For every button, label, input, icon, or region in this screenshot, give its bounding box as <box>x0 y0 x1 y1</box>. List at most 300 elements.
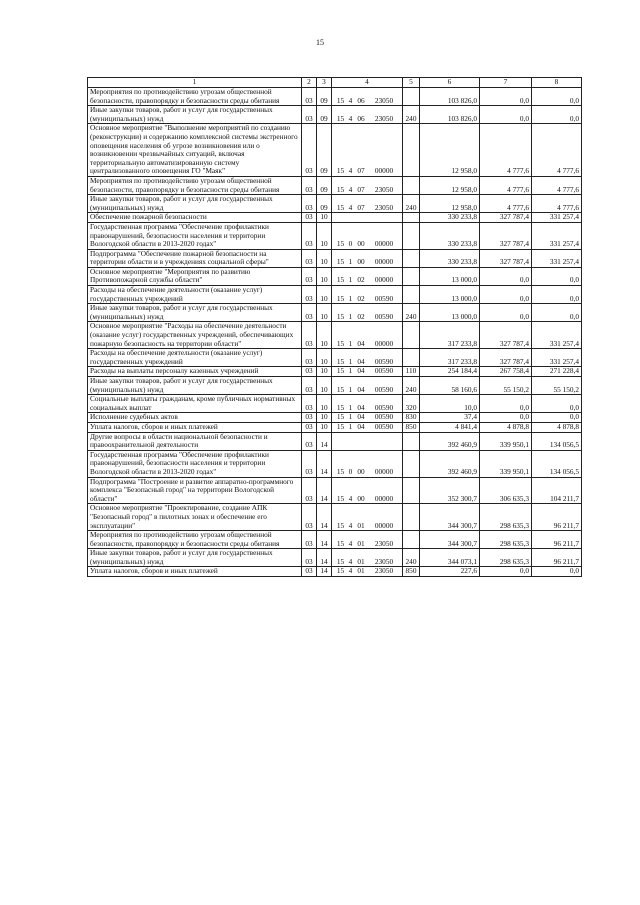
row-section-code: 03 <box>302 195 317 213</box>
table-row <box>88 531 582 549</box>
row-name: Основное мероприятие "Расходы на обеспечение деятельности (оказание услуг) государственных учреждений, обеспечивающих пожарную безопасность на территории области" <box>88 322 302 349</box>
row-amount-2019: 0,0 <box>480 304 532 322</box>
target-article-part: 1 <box>348 311 353 321</box>
row-amount-2018: 37,4 <box>420 413 480 423</box>
row-amount-2019: 327 787,4 <box>480 249 532 267</box>
row-expense-type <box>403 88 420 106</box>
row-name: Исполнение судебных актов <box>88 413 302 423</box>
table-row <box>88 322 582 349</box>
row-section-code: 03 <box>302 286 317 304</box>
target-article-part: 15 <box>336 402 345 412</box>
target-article-part: 00 <box>357 466 365 476</box>
table-row <box>88 106 582 124</box>
row-amount-2018: 392 460,9 <box>420 432 480 450</box>
target-article-part: 04 <box>357 384 365 394</box>
row-name: Подпрограмма "Построение и развитие аппаратно-программного комплекса "Безопасный город" на территории Вологодской области" <box>88 477 302 504</box>
row-target-article <box>332 477 403 504</box>
row-name: Иные закупки товаров, работ и услуг для государственных (муниципальных) нужд <box>88 195 302 213</box>
target-article-part: 1 <box>348 293 353 303</box>
row-amount-2020: 4 777,6 <box>532 195 582 213</box>
row-amount-2020: 0,0 <box>532 106 582 124</box>
target-article-part: 15 <box>336 113 345 123</box>
row-amount-2020: 0,0 <box>532 88 582 106</box>
row-expense-type: 240 <box>403 106 420 124</box>
row-section-code: 03 <box>302 176 317 194</box>
row-amount-2019: 4 777,6 <box>480 124 532 177</box>
row-amount-2019: 0,0 <box>480 267 532 285</box>
row-section-code: 03 <box>302 367 317 377</box>
row-amount-2020: 96 211,7 <box>532 504 582 531</box>
row-target-article <box>332 422 403 432</box>
row-amount-2019: 327 787,4 <box>480 222 532 249</box>
header-row <box>88 78 582 88</box>
row-subsection-code: 10 <box>317 349 332 367</box>
row-section-code: 03 <box>302 267 317 285</box>
row-amount-2018: 344 300,7 <box>420 531 480 549</box>
row-name: Уплата налогов, сборов и иных платежей <box>88 567 302 577</box>
row-amount-2020: 331 257,4 <box>532 222 582 249</box>
row-expense-type: 830 <box>403 413 420 423</box>
row-amount-2020: 0,0 <box>532 395 582 413</box>
target-article-part: 00000 <box>374 275 394 285</box>
row-amount-2018: 317 233,8 <box>420 349 480 367</box>
row-amount-2020: 271 228,4 <box>532 367 582 377</box>
row-expense-type: 240 <box>403 377 420 395</box>
target-article-part: 4 <box>348 184 353 194</box>
row-target-article <box>332 304 403 322</box>
row-section-code: 03 <box>302 504 317 531</box>
row-subsection-code: 14 <box>317 432 332 450</box>
row-subsection-code: 10 <box>317 322 332 349</box>
row-expense-type <box>403 349 420 367</box>
table-row <box>88 377 582 395</box>
row-name: Иные закупки товаров, работ и услуг для государственных (муниципальных) нужд <box>88 304 302 322</box>
row-name: Иные закупки товаров, работ и услуг для государственных (муниципальных) нужд <box>88 106 302 124</box>
table-row <box>88 213 582 223</box>
row-amount-2019: 327 787,4 <box>480 349 532 367</box>
target-article-part: 4 <box>348 566 353 576</box>
target-article-part: 04 <box>357 402 365 412</box>
row-subsection-code: 14 <box>317 531 332 549</box>
target-article-part: 15 <box>336 366 345 376</box>
target-article-part: 00590 <box>374 366 394 376</box>
row-amount-2018: 103 826,0 <box>420 88 480 106</box>
target-article-part: 23050 <box>374 95 394 105</box>
target-article-part: 00 <box>357 493 365 503</box>
row-amount-2019: 0,0 <box>480 106 532 124</box>
target-article-part: 23050 <box>374 538 394 548</box>
target-article-part: 00 <box>357 257 365 267</box>
row-subsection-code: 10 <box>317 413 332 423</box>
target-article-part: 1 <box>348 257 353 267</box>
table-row <box>88 477 582 504</box>
row-name: Государственная программа "Обеспечение профилактики правонарушений, безопасности населения и территории Вологодской области в 2013-2020 годах" <box>88 222 302 249</box>
target-article-part: 15 <box>336 257 345 267</box>
row-subsection-code: 10 <box>317 267 332 285</box>
target-article-part: 00000 <box>374 493 394 503</box>
row-amount-2020: 104 211,7 <box>532 477 582 504</box>
row-expense-type <box>403 267 420 285</box>
header-cell: 1 <box>88 78 302 88</box>
target-article-part: 01 <box>357 556 365 566</box>
table-row <box>88 395 582 413</box>
target-article-part: 15 <box>336 166 345 176</box>
row-amount-2018: 13 000,0 <box>420 267 480 285</box>
target-article-part: 00590 <box>374 412 394 422</box>
row-amount-2019: 0,0 <box>480 286 532 304</box>
row-subsection-code: 14 <box>317 504 332 531</box>
row-expense-type <box>403 222 420 249</box>
row-amount-2019: 4 878,8 <box>480 422 532 432</box>
row-name: Социальные выплаты гражданам, кроме публичных нормативных социальных выплат <box>88 395 302 413</box>
row-expense-type <box>403 286 420 304</box>
row-target-article <box>332 267 403 285</box>
row-expense-type: 320 <box>403 395 420 413</box>
table-row <box>88 88 582 106</box>
row-amount-2020: 96 211,7 <box>532 549 582 567</box>
target-article-part: 04 <box>357 412 365 422</box>
row-expense-type: 850 <box>403 422 420 432</box>
row-expense-type <box>403 176 420 194</box>
target-article-part: 15 <box>336 520 345 530</box>
target-article-part: 23050 <box>374 184 394 194</box>
row-amount-2020: 4 878,8 <box>532 422 582 432</box>
row-expense-type <box>403 124 420 177</box>
target-article-part: 23050 <box>374 566 394 576</box>
row-subsection-code: 09 <box>317 124 332 177</box>
row-amount-2018: 12 958,0 <box>420 124 480 177</box>
target-article-part: 01 <box>357 520 365 530</box>
table-body <box>88 88 582 577</box>
row-amount-2020: 331 257,4 <box>532 349 582 367</box>
target-article-part: 15 <box>336 422 345 431</box>
target-article-part: 1 <box>348 412 353 422</box>
page-number: 15 <box>316 38 324 47</box>
target-article-part: 15 <box>336 466 345 476</box>
row-amount-2018: 12 958,0 <box>420 176 480 194</box>
row-amount-2020: 0,0 <box>532 267 582 285</box>
row-subsection-code: 10 <box>317 249 332 267</box>
target-article-part: 4 <box>348 493 353 503</box>
row-amount-2019: 298 635,3 <box>480 531 532 549</box>
row-target-article <box>332 222 403 249</box>
target-article-part: 23050 <box>374 202 394 212</box>
target-article-part: 01 <box>357 566 365 576</box>
target-article-part: 23050 <box>374 113 394 123</box>
row-amount-2018: 330 233,8 <box>420 249 480 267</box>
target-article-part: 1 <box>348 356 353 366</box>
row-name: Расходы на обеспечение деятельности (оказание услуг) государственных учреждений <box>88 349 302 367</box>
row-amount-2020: 134 056,5 <box>532 432 582 450</box>
row-target-article <box>332 432 403 450</box>
row-section-code: 03 <box>302 432 317 450</box>
row-name: Мероприятия по противодействию угрозам общественной безопасности, правопорядку и безопасности среды обитания <box>88 88 302 106</box>
row-target-article <box>332 504 403 531</box>
row-name: Иные закупки товаров, работ и услуг для государственных (муниципальных) нужд <box>88 377 302 395</box>
row-name: Уплата налогов, сборов и иных платежей <box>88 422 302 432</box>
table-row <box>88 267 582 285</box>
target-article-part: 00000 <box>374 520 394 530</box>
target-article-part: 4 <box>348 113 353 123</box>
row-amount-2018: 344 300,7 <box>420 504 480 531</box>
row-amount-2020: 0,0 <box>532 413 582 423</box>
target-article-part: 15 <box>336 311 345 321</box>
row-amount-2018: 103 826,0 <box>420 106 480 124</box>
target-article-part: 15 <box>336 275 345 285</box>
target-article-part: 01 <box>357 538 365 548</box>
target-article-part: 02 <box>357 293 365 303</box>
row-amount-2019: 0,0 <box>480 413 532 423</box>
row-subsection-code: 09 <box>317 88 332 106</box>
row-subsection-code: 10 <box>317 222 332 249</box>
row-amount-2019: 4 777,6 <box>480 176 532 194</box>
row-amount-2019: 0,0 <box>480 395 532 413</box>
row-expense-type: 240 <box>403 304 420 322</box>
row-amount-2020: 331 257,4 <box>532 249 582 267</box>
target-article-part: 00000 <box>374 338 394 348</box>
row-amount-2018: 254 184,4 <box>420 367 480 377</box>
target-article-part: 15 <box>336 412 345 422</box>
row-amount-2020: 55 150,2 <box>532 377 582 395</box>
row-section-code: 03 <box>302 349 317 367</box>
row-amount-2018: 13 000,0 <box>420 286 480 304</box>
row-section-code: 03 <box>302 304 317 322</box>
target-article-part: 06 <box>357 113 365 123</box>
row-amount-2020: 4 777,6 <box>532 124 582 177</box>
header-cell: 8 <box>532 78 582 88</box>
target-article-part: 4 <box>348 520 353 530</box>
row-amount-2019: 339 950,1 <box>480 450 532 477</box>
row-section-code: 03 <box>302 106 317 124</box>
row-expense-type <box>403 249 420 267</box>
row-target-article <box>332 124 403 177</box>
row-expense-type <box>403 450 420 477</box>
row-target-article <box>332 367 403 377</box>
target-article-part: 15 <box>336 293 345 303</box>
row-name: Другие вопросы в области национальной безопасности и правоохранительной деятельности <box>88 432 302 450</box>
row-subsection-code: 14 <box>317 477 332 504</box>
row-expense-type: 240 <box>403 195 420 213</box>
target-article-part: 02 <box>357 275 365 285</box>
row-amount-2019: 298 635,3 <box>480 504 532 531</box>
header-cell: 5 <box>403 78 420 88</box>
target-article-part: 15 <box>336 356 345 366</box>
target-article-part: 15 <box>336 493 345 503</box>
target-article-part: 07 <box>357 166 365 176</box>
row-target-article <box>332 213 403 223</box>
row-section-code: 03 <box>302 377 317 395</box>
target-article-part: 15 <box>336 538 345 548</box>
row-section-code: 03 <box>302 222 317 249</box>
row-amount-2019: 55 150,2 <box>480 377 532 395</box>
row-section-code: 03 <box>302 477 317 504</box>
table-row <box>88 249 582 267</box>
target-article-part: 00590 <box>374 402 394 412</box>
row-name: Расходы на выплаты персоналу казенных учреждений <box>88 367 302 377</box>
row-target-article <box>332 88 403 106</box>
row-subsection-code: 10 <box>317 304 332 322</box>
target-article-part: 1 <box>348 275 353 285</box>
row-target-article <box>332 249 403 267</box>
row-section-code: 03 <box>302 531 317 549</box>
target-article-part: 00590 <box>374 422 394 431</box>
row-section-code: 03 <box>302 549 317 567</box>
target-article-part: 15 <box>336 95 345 105</box>
table-row <box>88 286 582 304</box>
target-article-part: 1 <box>348 384 353 394</box>
header-cell: 2 <box>302 78 317 88</box>
table-row <box>88 413 582 423</box>
row-amount-2018: 13 000,0 <box>420 304 480 322</box>
target-article-part: 00000 <box>374 466 394 476</box>
table-row <box>88 432 582 450</box>
target-article-part: 1 <box>348 338 353 348</box>
row-section-code: 03 <box>302 249 317 267</box>
row-amount-2018: 392 460,9 <box>420 450 480 477</box>
row-target-article <box>332 322 403 349</box>
row-amount-2018: 4 841,4 <box>420 422 480 432</box>
target-article-part: 00000 <box>374 166 394 176</box>
row-section-code: 03 <box>302 413 317 423</box>
row-amount-2019: 327 787,4 <box>480 322 532 349</box>
row-target-article <box>332 176 403 194</box>
row-target-article <box>332 286 403 304</box>
row-amount-2019: 298 635,3 <box>480 549 532 567</box>
target-article-part: 23050 <box>374 556 394 566</box>
row-name: Иные закупки товаров, работ и услуг для государственных (муниципальных) нужд <box>88 549 302 567</box>
target-article-part: 00590 <box>374 293 394 303</box>
row-section-code: 03 <box>302 567 317 577</box>
row-name: Расходы на обеспечение деятельности (оказание услуг) государственных учреждений <box>88 286 302 304</box>
row-amount-2019: 306 635,3 <box>480 477 532 504</box>
row-target-article <box>332 531 403 549</box>
target-article-part: 15 <box>336 384 345 394</box>
row-amount-2020: 96 211,7 <box>532 531 582 549</box>
row-target-article <box>332 349 403 367</box>
row-name: Основное мероприятие "Мероприятия по развитию Противопожарной службы области" <box>88 267 302 285</box>
table-row <box>88 304 582 322</box>
row-subsection-code: 14 <box>317 549 332 567</box>
row-name: Государственная программа "Обеспечение профилактики правонарушений, безопасности населения и территории Вологодской области в 2013-2020 годах" <box>88 450 302 477</box>
target-article-part: 04 <box>357 422 365 431</box>
header-cell: 6 <box>420 78 480 88</box>
target-article-part: 15 <box>336 338 345 348</box>
row-expense-type <box>403 213 420 223</box>
row-amount-2020: 0,0 <box>532 567 582 577</box>
target-article-part: 00590 <box>374 356 394 366</box>
table-row <box>88 222 582 249</box>
target-article-part: 0 <box>348 466 353 476</box>
row-subsection-code: 10 <box>317 395 332 413</box>
header-cell: 3 <box>317 78 332 88</box>
row-expense-type: 850 <box>403 567 420 577</box>
row-name: Мероприятия по противодействию угрозам общественной безопасности, правопорядку и безопасности среды обитания <box>88 176 302 194</box>
table-row <box>88 567 582 577</box>
target-article-part: 4 <box>348 95 353 105</box>
row-target-article <box>332 549 403 567</box>
row-amount-2019: 0,0 <box>480 88 532 106</box>
target-article-part: 06 <box>357 95 365 105</box>
header-cell: 4 <box>332 78 403 88</box>
target-article-part: 15 <box>336 566 345 576</box>
row-expense-type <box>403 432 420 450</box>
row-subsection-code: 10 <box>317 367 332 377</box>
row-name: Основное мероприятие "Выполнение мероприятий по созданию (реконструкции) и содержанию комплексной системы экстренного оповещения населения об угрозе возникновения или о возникновении чрезвычайных ситуаций, включая территориальную автоматизированную систему централизованного оповещения ГО "Маяк" <box>88 124 302 177</box>
target-article-part: 1 <box>348 402 353 412</box>
target-article-part: 4 <box>348 556 353 566</box>
row-expense-type: 240 <box>403 549 420 567</box>
row-amount-2018: 12 958,0 <box>420 195 480 213</box>
row-expense-type: 110 <box>403 367 420 377</box>
target-article-part: 4 <box>348 202 353 212</box>
row-section-code: 03 <box>302 422 317 432</box>
table-row <box>88 176 582 194</box>
row-amount-2018: 352 300,7 <box>420 477 480 504</box>
row-section-code: 03 <box>302 124 317 177</box>
row-target-article <box>332 567 403 577</box>
row-section-code: 03 <box>302 395 317 413</box>
row-subsection-code: 14 <box>317 567 332 577</box>
target-article-part: 07 <box>357 184 365 194</box>
header-cell: 7 <box>480 78 532 88</box>
row-amount-2020: 134 056,5 <box>532 450 582 477</box>
target-article-part: 1 <box>348 422 353 431</box>
table-row <box>88 422 582 432</box>
row-expense-type <box>403 477 420 504</box>
target-article-part: 07 <box>357 202 365 212</box>
target-article-part: 00590 <box>374 384 394 394</box>
target-article-part: 02 <box>357 311 365 321</box>
budget-table <box>87 77 582 577</box>
row-amount-2018: 330 233,8 <box>420 222 480 249</box>
row-section-code: 03 <box>302 450 317 477</box>
row-section-code: 03 <box>302 213 317 223</box>
row-amount-2019: 4 777,6 <box>480 195 532 213</box>
target-article-part: 15 <box>336 556 345 566</box>
row-amount-2019: 267 758,4 <box>480 367 532 377</box>
table-row <box>88 450 582 477</box>
row-target-article <box>332 106 403 124</box>
target-article-part: 15 <box>336 202 345 212</box>
row-amount-2018: 10,0 <box>420 395 480 413</box>
row-expense-type <box>403 322 420 349</box>
row-amount-2020: 0,0 <box>532 304 582 322</box>
row-target-article <box>332 450 403 477</box>
table-row <box>88 124 582 177</box>
target-article-part: 0 <box>348 239 353 249</box>
row-target-article <box>332 413 403 423</box>
row-amount-2018: 58 160,6 <box>420 377 480 395</box>
target-article-part: 15 <box>336 239 345 249</box>
row-name: Подпрограмма "Обеспечение пожарной безопасности на территории области и в учреждениях социальной сферы" <box>88 249 302 267</box>
row-expense-type <box>403 531 420 549</box>
target-article-part: 1 <box>348 366 353 376</box>
row-name: Обеспечение пожарной безопасности <box>88 213 302 223</box>
row-target-article <box>332 377 403 395</box>
row-subsection-code: 10 <box>317 213 332 223</box>
row-subsection-code: 09 <box>317 195 332 213</box>
row-section-code: 03 <box>302 88 317 106</box>
row-target-article <box>332 395 403 413</box>
row-subsection-code: 14 <box>317 450 332 477</box>
row-amount-2019: 339 950,1 <box>480 432 532 450</box>
target-article-part: 00590 <box>374 311 394 321</box>
row-subsection-code: 09 <box>317 176 332 194</box>
row-amount-2018: 344 073,1 <box>420 549 480 567</box>
row-subsection-code: 09 <box>317 106 332 124</box>
target-article-part: 15 <box>336 184 345 194</box>
row-amount-2018: 317 233,8 <box>420 322 480 349</box>
